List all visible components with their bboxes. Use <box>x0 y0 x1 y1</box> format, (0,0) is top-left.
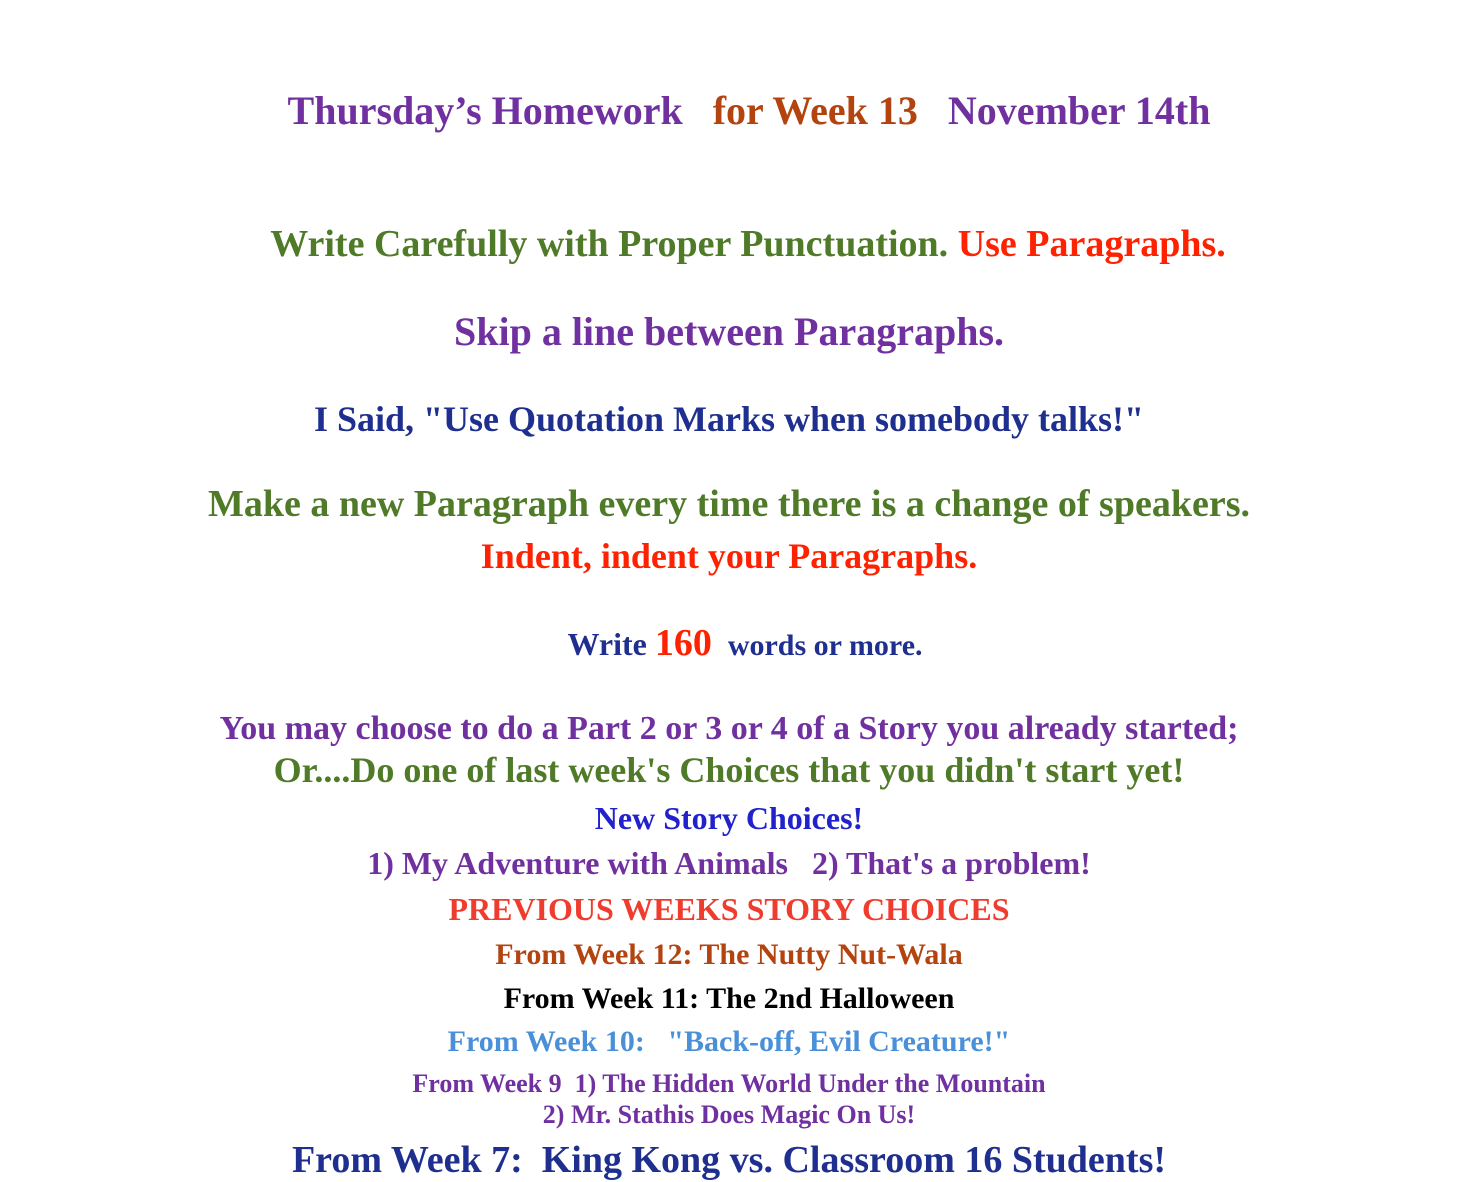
new-paragraph-rule: Make a new Paragraph every time there is a change of speakers. <box>208 483 1250 526</box>
word-count-rule <box>30 586 1428 700</box>
new-story-choices-items: 1) My Adventure with Animals 2) That's a problem! <box>367 845 1091 882</box>
previous-week-9-line1: From Week 9 1) The Hidden World Under the Mountain <box>412 1068 1046 1098</box>
header-title-spacer1 <box>683 88 713 133</box>
previous-week-9-line2: 2) Mr. Stathis Does Magic On Us! <box>542 1099 916 1129</box>
header-title-part2: for Week 13 <box>712 87 918 133</box>
new-story-choices-heading: New Story Choices! <box>594 799 864 836</box>
previous-week-7: From Week 7: King Kong vs. Classroom 16 Students! <box>291 1139 1167 1182</box>
previous-week-12: From Week 12: The Nutty Nut-Wala <box>495 938 963 972</box>
word-count-suffix: words or more. <box>727 628 923 662</box>
header-title-part1: Thursday’s Homework <box>287 87 683 133</box>
header-line2 <box>30 180 1428 308</box>
use-paragraphs-text: Use Paragraphs. <box>957 222 1226 265</box>
word-count-prefix: Write <box>567 625 647 662</box>
indent-rule: Indent, indent your Paragraphs. <box>480 535 978 576</box>
header-line3: Skip a line between Paragraphs. <box>453 309 1005 355</box>
previous-week-11: From Week 11: The 2nd Halloween <box>503 981 955 1015</box>
previous-week-10: From Week 10: "Back-off, Evil Creature!" <box>447 1025 1011 1059</box>
word-count-spacer2 <box>712 626 728 662</box>
header-title-spacer2 <box>918 88 948 133</box>
spacer-after-header <box>30 355 1428 399</box>
write-carefully-text: Write Carefully with Proper Punctuation. <box>270 222 949 265</box>
word-count-spacer1 <box>647 626 655 662</box>
header-title-part3: November 14th <box>947 87 1211 133</box>
spacer-after-quote <box>30 439 1428 483</box>
quotation-marks-line: I Said, "Use Quotation Marks when somebody talks!" <box>313 398 1145 439</box>
previous-weeks-heading: PREVIOUS WEEKS STORY CHOICES <box>448 891 1010 928</box>
choose-part-rule: You may choose to do a Part 2 or 3 or 4 of a Story you already started; <box>219 710 1239 748</box>
word-count-number: 160 <box>654 621 712 664</box>
previous-week-choices-rule: Or....Do one of last week's Choices that you didn't start yet! <box>273 750 1185 791</box>
header-title-line <box>30 44 1428 178</box>
header-line2-spacer <box>948 223 958 265</box>
